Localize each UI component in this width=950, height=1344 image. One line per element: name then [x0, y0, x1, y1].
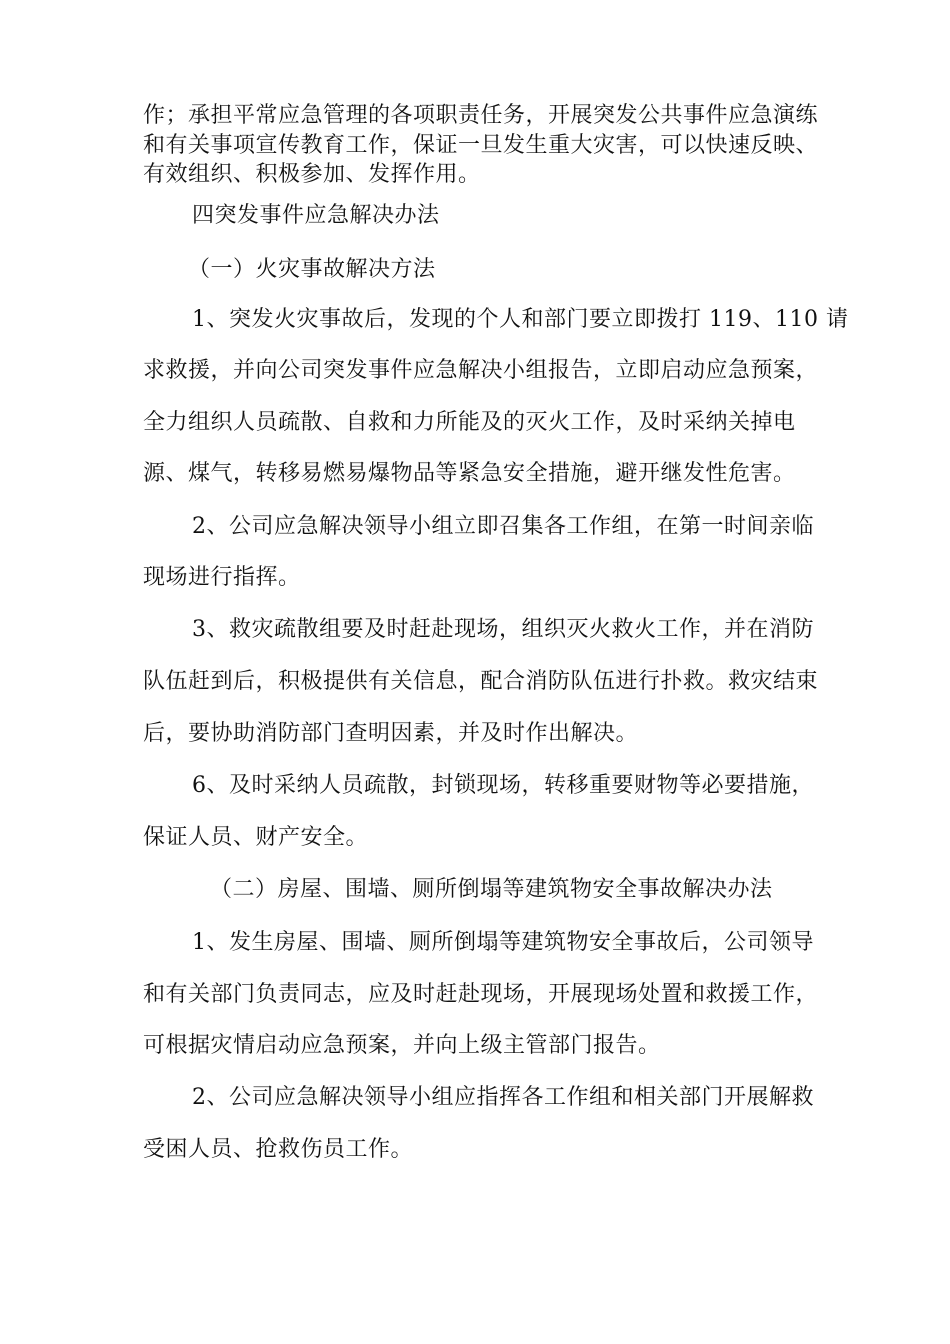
text-line: 作；承担平常应急管理的各项职责任务，开展突发公共事件应急演练: [143, 103, 819, 128]
text-line: 和有关部门负责同志，应及时赶赴现场，开展现场处置和救援工作，: [143, 982, 819, 1007]
text-line: 1、突发火灾事故后，发现的个人和部门要立即拨打 119、110 请: [192, 307, 849, 332]
text-line: 全力组织人员疏散、自救和力所能及的灭火工作，及时采纳关掉电: [143, 410, 796, 435]
text-line: 源、煤气，转移易燃易爆物品等紧急安全措施，避开继发性危害。: [143, 461, 796, 486]
text-line: 队伍赶到后，积极提供有关信息，配合消防队伍进行扑救。救灾结束: [143, 669, 819, 694]
text-line: 6、及时采纳人员疏散，封锁现场，转移重要财物等必要措施，: [192, 773, 814, 798]
subsection-heading: （二）房屋、围墙、厕所倒塌等建筑物安全事故解决办法: [210, 877, 773, 902]
text-line: 现场进行指挥。: [143, 565, 301, 590]
text-line: 有效组织、积极参加、发挥作用。: [143, 162, 481, 187]
text-line: 2、公司应急解决领导小组应指挥各工作组和相关部门开展解救: [192, 1085, 814, 1110]
subsection-heading: （一）火灾事故解决方法: [188, 257, 436, 282]
text-line: 保证人员、财产安全。: [143, 825, 369, 850]
text-line: 可根据灾情启动应急预案，并向上级主管部门报告。: [143, 1033, 661, 1058]
section-heading: 四突发事件应急解决办法: [192, 203, 440, 228]
text-line: 2、公司应急解决领导小组立即召集各工作组，在第一时间亲临: [192, 514, 814, 539]
text-line: 和有关事项宣传教育工作，保证一旦发生重大灾害，可以快速反映、: [143, 133, 819, 158]
text-line: 后，要协助消防部门查明因素，并及时作出解决。: [143, 721, 639, 746]
text-line: 3、救灾疏散组要及时赶赴现场，组织灭火救火工作，并在消防: [192, 617, 814, 642]
text-line: 受困人员、抢救伤员工作。: [143, 1137, 414, 1162]
text-line: 求救援，并向公司突发事件应急解决小组报告，立即启动应急预案，: [143, 358, 819, 383]
text-line: 1、发生房屋、围墙、厕所倒塌等建筑物安全事故后，公司领导: [192, 930, 814, 955]
